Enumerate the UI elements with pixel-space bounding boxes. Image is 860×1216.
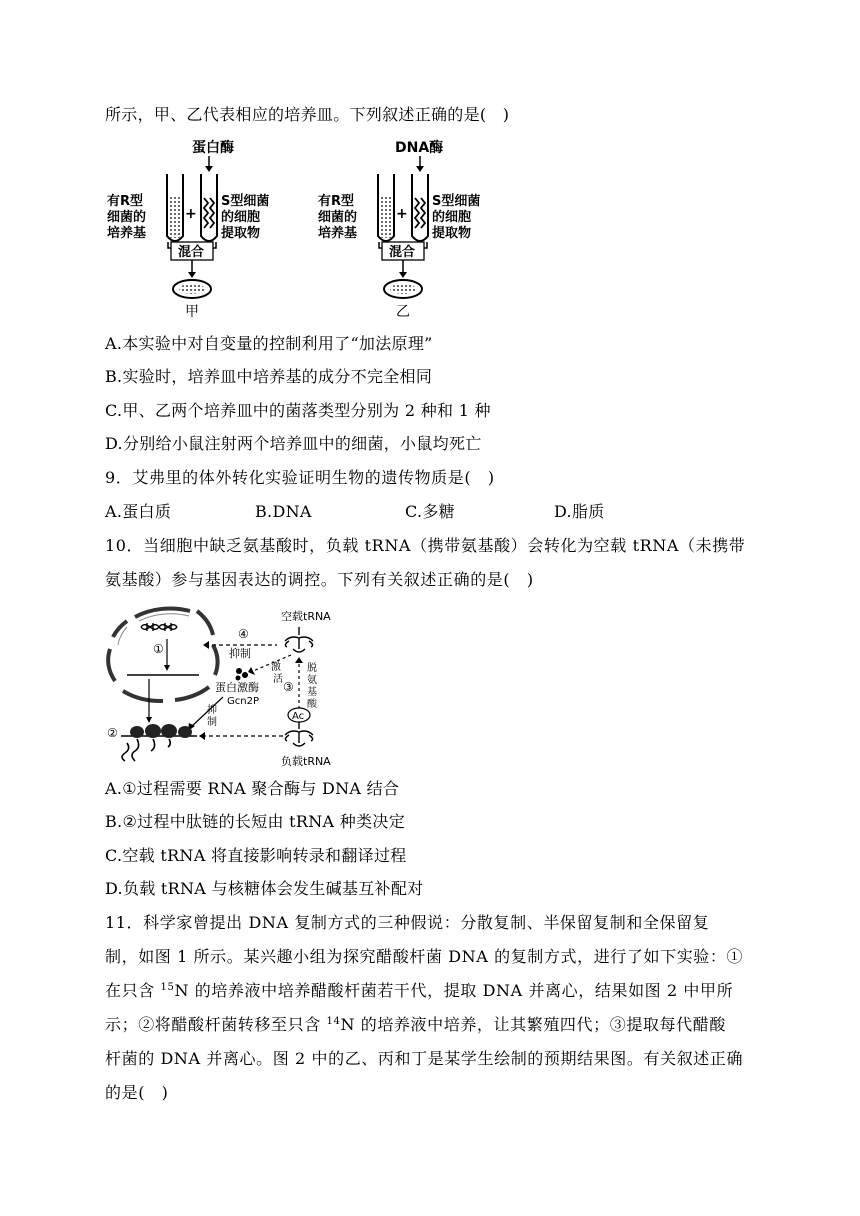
q8-left-s-label: 提取物 xyxy=(221,226,261,241)
q11-line-3 xyxy=(105,980,733,1002)
step3-label: ③ xyxy=(283,680,294,694)
q8-right-s-label: S型细菌 xyxy=(432,194,481,209)
q8-right-dish-label: 乙 xyxy=(396,304,410,320)
activate-label: 激 xyxy=(271,662,281,673)
deacylate-label: 酸 xyxy=(307,699,317,710)
q8-left-plus: + xyxy=(185,206,197,222)
q8-right-mix: 混合 xyxy=(389,245,416,260)
loaded-trna-label: 负载tRNA xyxy=(281,755,331,768)
deacylate-label: 氨 xyxy=(307,675,317,686)
q9-option-b: B.DNA xyxy=(255,502,312,521)
q10-stem-line-2: 氨基酸）参与基因表达的调控。下列有关叙述正确的是( ) xyxy=(105,570,534,589)
q8-left-mix: 混合 xyxy=(178,245,205,260)
q8-left-r-label: 培养基 xyxy=(107,226,147,241)
q11-line-4-post: N 的培养液中培养，让其繁殖四代；③提取每代醋酸 xyxy=(340,1015,726,1034)
q9-stem: 9．艾弗里的体外转化实验证明生物的遗传物质是( ) xyxy=(105,468,495,487)
q11-line-1: 11．科学家曾提出 DNA 复制方式的三种假说：分散复制、半保留复制和全保留复 xyxy=(105,913,710,932)
q9-option-a: A.蛋白质 xyxy=(105,502,172,521)
q11-isotope-15: 15 xyxy=(160,982,175,993)
deacylate-label: 脱 xyxy=(307,663,317,674)
empty-trna-label: 空载tRNA xyxy=(281,610,331,623)
q9-options xyxy=(105,501,805,523)
q10-option-c: C.空载 tRNA 将直接影响转录和翻译过程 xyxy=(105,846,407,865)
inhibit-label-top: 抑制 xyxy=(229,647,251,660)
q8-left-panel xyxy=(107,139,269,320)
q11-line-2: 制，如图 1 所示。某兴趣小组为探究醋酸杆菌 DNA 的复制方式，进行了如下实验：① xyxy=(105,947,744,966)
q11-line-4-pre: 示；②将醋酸杆菌转移至只含 xyxy=(105,1015,327,1034)
q8-right-r-label: 细菌的 xyxy=(318,210,358,225)
q10-trna-regulation-figure xyxy=(105,605,355,771)
q9-option-c: C.多糖 xyxy=(405,502,455,521)
activate-label: 活 xyxy=(273,674,283,685)
q8-left-s-label: S型细菌 xyxy=(221,194,270,209)
q8-left-dish-label: 甲 xyxy=(185,304,199,320)
q8-left-enzyme: 蛋白酶 xyxy=(192,140,234,156)
q9-option-d: D.脂质 xyxy=(554,502,605,521)
q8-left-r-label: 有R型 xyxy=(107,194,144,209)
q11-line-4 xyxy=(105,1014,726,1036)
q10-option-d: D.负载 tRNA 与核糖体会发生碱基互补配对 xyxy=(105,879,424,898)
q8-left-r-label: 细菌的 xyxy=(107,210,147,225)
ac-label: Ac xyxy=(292,711,305,722)
loaded-trna-icon xyxy=(285,722,313,746)
q10-stem-line-1: 10．当细胞中缺乏氨基酸时，负载 tRNA（携带氨基酸）会转化为空载 tRNA（未携带 xyxy=(105,536,746,555)
ribosome-icon xyxy=(121,724,197,761)
kinase-label: 蛋白激酶 xyxy=(215,681,259,694)
q8-left-s-label: 的细胞 xyxy=(221,210,261,225)
q8-option-c: C.甲、乙两个培养皿中的菌落类型分别为 2 种和 1 种 xyxy=(105,401,491,420)
q8-right-r-label: 培养基 xyxy=(318,226,358,241)
q11-line-3-post: N 的培养液中培养醋酸杆菌若干代，提取 DNA 并离心，结果如图 2 中甲所 xyxy=(174,981,734,1000)
q8-right-s-label: 的细胞 xyxy=(432,210,472,225)
step1-label: ① xyxy=(153,642,164,656)
q8-right-plus: + xyxy=(396,206,408,222)
inhibit-vertical-label: 制 xyxy=(207,717,217,728)
q8-option-d: D.分别给小鼠注射两个培养皿中的细菌，小鼠均死亡 xyxy=(105,434,482,453)
q10-option-a: A.①过程需要 RNA 聚合酶与 DNA 结合 xyxy=(105,779,400,798)
deacylate-label: 基 xyxy=(307,687,317,698)
kinase-icon xyxy=(236,668,249,681)
step2-label: ② xyxy=(107,726,118,740)
q8-right-enzyme: DNA酶 xyxy=(395,140,444,156)
q11-line-5: 杆菌的 DNA 并离心。图 2 中的乙、丙和丁是某学生绘制的预期结果图。有关叙述正确 xyxy=(105,1049,744,1068)
q8-option-a: A.本实验中对自变量的控制利用了“加法原理” xyxy=(105,334,433,353)
q10-option-b: B.②过程中肽链的长短由 tRNA 种类决定 xyxy=(105,812,405,831)
q8-experiment-figure xyxy=(105,136,495,322)
empty-trna-icon xyxy=(285,627,313,652)
step4-label: ④ xyxy=(238,627,249,641)
gcn2p-label: Gcn2P xyxy=(227,696,259,707)
q11-line-3-pre: 在只含 xyxy=(105,981,161,1000)
q11-line-6: 的是( ) xyxy=(105,1083,169,1102)
q8-right-s-label: 提取物 xyxy=(432,226,472,241)
inhibit-vertical-label: 抑 xyxy=(207,705,217,716)
q8-right-r-label: 有R型 xyxy=(318,194,355,209)
q8-right-panel xyxy=(318,139,480,320)
q8-stem: 所示，甲、乙代表相应的培养皿。下列叙述正确的是( ) xyxy=(105,105,510,124)
q8-option-b: B.实验时，培养皿中培养基的成分不完全相同 xyxy=(105,367,433,386)
q11-isotope-14: 14 xyxy=(326,1016,341,1027)
dna-helix-icon xyxy=(141,623,177,631)
